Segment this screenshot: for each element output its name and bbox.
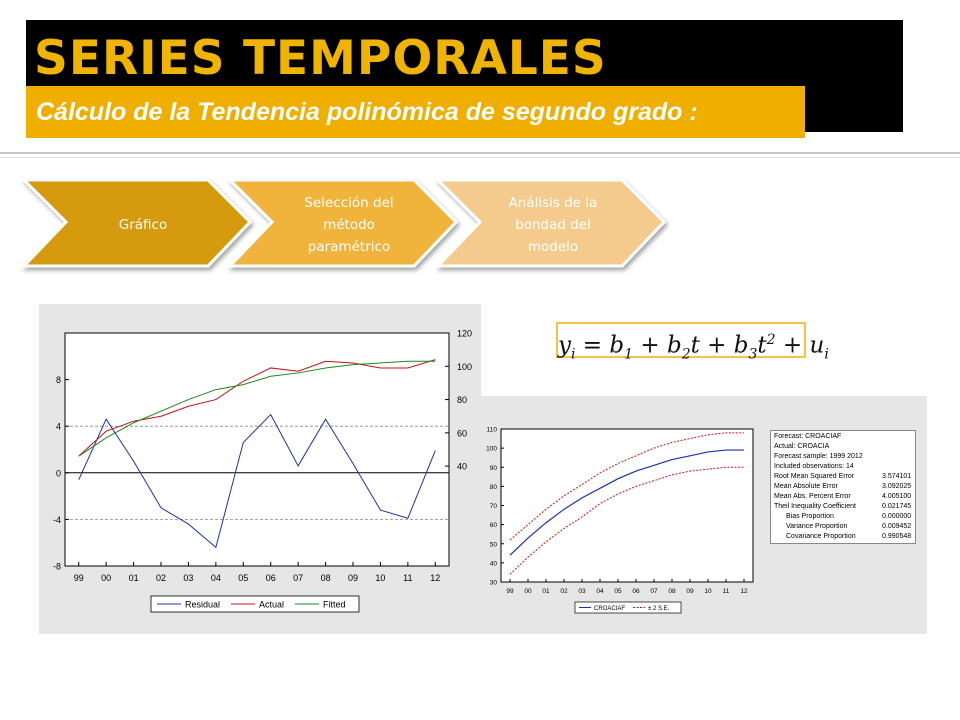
x-tick-label: 06 xyxy=(265,573,276,583)
legend-label: Residual xyxy=(185,599,221,610)
x-tick-label: 10 xyxy=(375,573,386,583)
stats-value: 3.092025 xyxy=(882,483,912,490)
x-tick-label: 07 xyxy=(293,573,304,583)
x-tick-label: 12 xyxy=(430,573,441,583)
x-tick-label: 01 xyxy=(542,588,550,595)
stats-label: Mean Abs. Percent Error xyxy=(774,493,851,500)
stats-label: Theil Inequality Coefficient xyxy=(774,503,856,510)
x-tick-label: 05 xyxy=(238,573,249,583)
stats-row xyxy=(774,463,914,473)
x-tick-label: 04 xyxy=(596,588,604,595)
x-tick-label: 02 xyxy=(560,588,568,595)
equation-text: $y_i = b_1 + b_2t + b_3t^2 + u_i$ xyxy=(558,332,829,363)
step-1-label: Gráfico xyxy=(118,217,168,233)
y-tick-label: 40 xyxy=(489,560,497,568)
x-tick-label: 08 xyxy=(668,588,676,595)
legend-label: CROACIAF xyxy=(594,606,626,612)
x-tick-label: 00 xyxy=(524,588,532,595)
x-tick-label: 00 xyxy=(101,573,112,583)
x-tick-label: 01 xyxy=(128,573,139,583)
step-2-label: Selección del método paramétrico xyxy=(304,195,394,255)
x-tick-label: 10 xyxy=(704,588,712,595)
y-tick-label: 60 xyxy=(489,522,497,530)
x-tick-label: 04 xyxy=(210,573,221,583)
y-right-tick-label: 120 xyxy=(457,328,473,339)
y-left-tick-label: 4 xyxy=(55,421,61,432)
stats-value: 4.005100 xyxy=(882,493,912,500)
legend-label: Actual xyxy=(259,599,285,610)
stats-value: 3.574101 xyxy=(882,473,912,480)
forecast-chart-panel xyxy=(481,396,927,634)
stats-row xyxy=(774,483,914,493)
stats-row xyxy=(774,453,914,463)
legend-label: ± 2 S.E. xyxy=(648,606,670,612)
y-left-tick-label: -8 xyxy=(52,561,61,572)
stats-value: 0.009452 xyxy=(882,523,912,530)
legend-label: Fitted xyxy=(323,599,346,610)
x-tick-label: 03 xyxy=(578,588,586,595)
stats-row xyxy=(774,533,914,543)
stats-label: Bias Proportion xyxy=(786,513,834,520)
page-title: SERIES TEMPORALES xyxy=(34,31,607,86)
x-tick-label: 06 xyxy=(632,588,640,595)
y-right-tick-label: 60 xyxy=(457,428,468,439)
stats-value: 0.000000 xyxy=(882,513,912,520)
y-right-tick-label: 100 xyxy=(457,361,473,372)
stats-label: Forecast: CROACIAF xyxy=(774,433,842,440)
stats-label: Included observations: 14 xyxy=(774,463,854,470)
stats-label: Mean Absolute Error xyxy=(774,483,838,490)
stats-label: Actual: CROACIA xyxy=(774,443,830,450)
divider xyxy=(0,152,960,154)
residual-chart-panel xyxy=(39,304,481,634)
stats-row xyxy=(774,473,914,483)
y-tick-label: 50 xyxy=(489,541,497,549)
plot-area xyxy=(501,429,753,582)
trend-equation xyxy=(556,322,829,363)
stats-row xyxy=(774,493,914,503)
y-left-tick-label: 8 xyxy=(55,375,61,386)
stats-label: Forecast sample: 1999 2012 xyxy=(774,453,863,460)
y-tick-label: 70 xyxy=(489,503,497,510)
stats-row xyxy=(774,503,914,513)
x-tick-label: 99 xyxy=(506,588,514,595)
y-right-tick-label: 40 xyxy=(457,461,468,472)
stats-value: 0.021745 xyxy=(882,503,912,510)
x-tick-label: 09 xyxy=(347,573,359,583)
stats-label: Covariance Proportion xyxy=(786,533,856,540)
y-left-tick-label: -4 xyxy=(52,514,61,525)
x-tick-label: 08 xyxy=(320,573,331,583)
x-tick-label: 02 xyxy=(155,573,167,583)
y-left-tick-label: 0 xyxy=(55,468,61,479)
x-tick-label: 03 xyxy=(183,573,194,583)
y-tick-label: 110 xyxy=(486,426,497,434)
step-3-label: Análisis de la bondad del modelo xyxy=(508,195,598,255)
x-tick-label: 11 xyxy=(403,573,413,583)
stats-row xyxy=(774,523,914,533)
residual-actual-fitted-chart xyxy=(39,304,481,634)
x-tick-label: 05 xyxy=(614,588,622,595)
y-tick-label: 80 xyxy=(489,483,497,491)
y-right-tick-label: 80 xyxy=(457,395,468,406)
divider xyxy=(0,157,960,158)
x-tick-label: 12 xyxy=(740,588,748,595)
stats-row xyxy=(774,433,914,443)
y-tick-label: 30 xyxy=(489,579,497,587)
x-tick-label: 09 xyxy=(686,588,694,595)
x-tick-label: 11 xyxy=(722,588,730,595)
y-tick-label: 90 xyxy=(489,464,497,472)
page-subtitle: Cálculo de la Tendencia polinómica de segundo grado : xyxy=(36,98,698,126)
forecast-stats-table xyxy=(770,430,916,544)
stats-label: Root Mean Squared Error xyxy=(774,473,855,480)
stats-row xyxy=(774,443,914,453)
y-tick-label: 100 xyxy=(486,445,497,453)
stats-label: Variance Proportion xyxy=(786,523,848,530)
x-tick-label: 07 xyxy=(650,588,658,595)
stats-row xyxy=(774,513,914,523)
x-tick-label: 99 xyxy=(73,573,84,583)
stats-value: 0.990548 xyxy=(882,533,912,540)
